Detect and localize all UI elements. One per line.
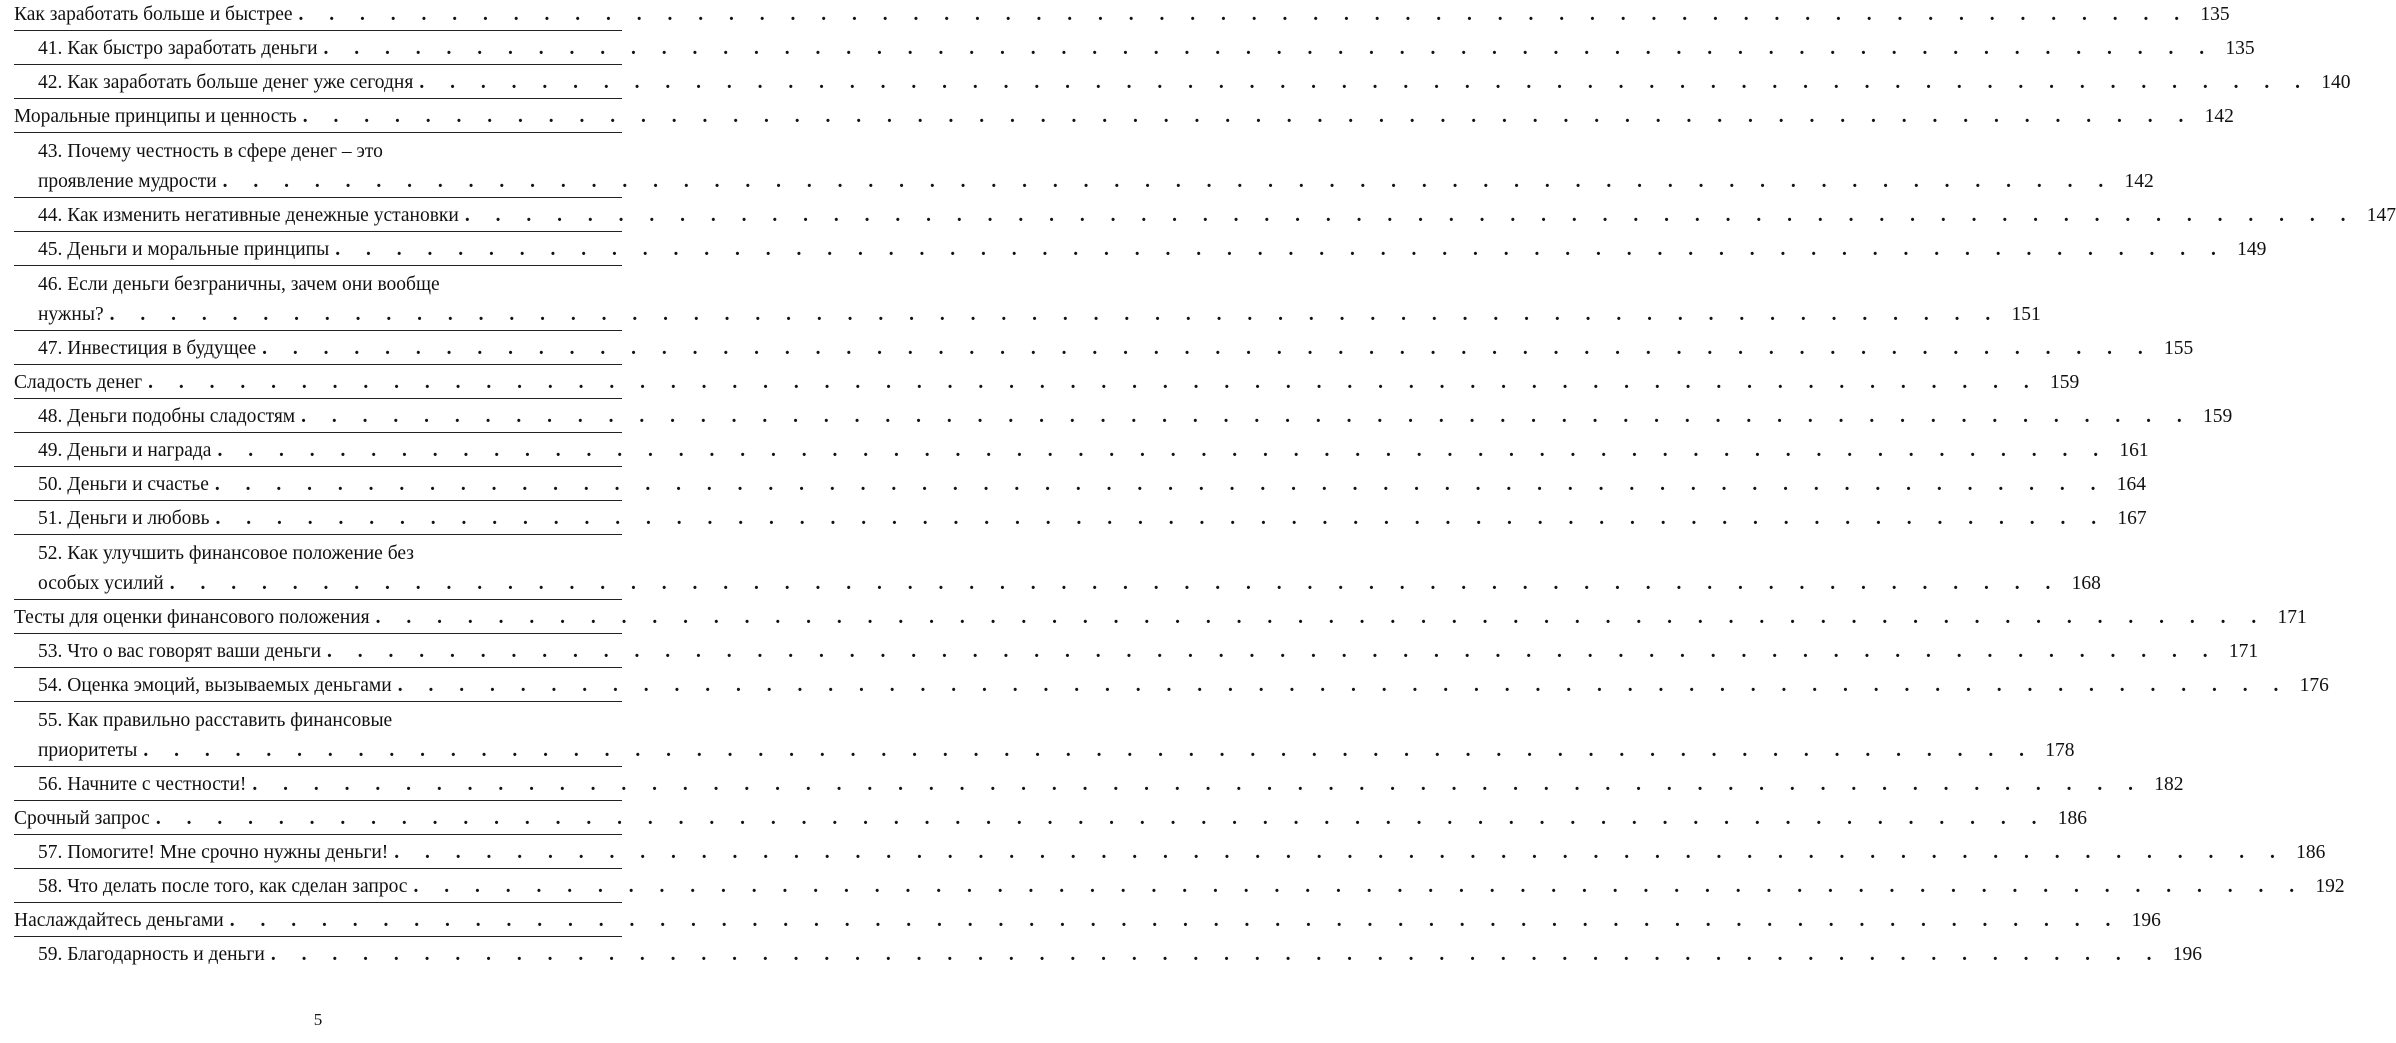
toc-section-entry [14,766,2184,800]
dot-leader: . . . . . . . . . . . . . . . . . . . . . . . . . . . . . . . . . . . . . . . . . . . . . . . . . . . . . . . . . . . . . . [464,205,2356,226]
toc-section-entry [14,197,2396,231]
entry-page-number: 192 [2315,876,2345,897]
toc-section-entry [14,466,2146,500]
entry-title: Тесты для оценки финансового положения [14,607,370,628]
dot-leader: . . . . . . . . . . . . . . . . . . . . . . . . . . . . . . . . . . . . . . . . . . . . . . . . . . . . . . . . . . . . . . [217,440,2109,461]
toc-section-entry [14,868,2345,902]
entry-title: 42. Как заработать больше денег уже сегодня [38,72,414,93]
entry-page-number: 159 [2050,372,2080,393]
entry-last-line [14,603,2307,633]
dot-leader: . . . . . . . . . . . . . . . . . . . . . . . . . . . . . . . . . . . . . . . . . . . . . . . . . . . . . . . . . . . . . . [327,641,2219,662]
entry-last-line [14,906,2161,936]
entry-last-line [38,402,2233,432]
toc-chapter-entry [14,364,2080,398]
entry-page-number: 142 [2204,106,2234,127]
toc-section-entry [14,398,2233,432]
toc-section-entry [14,265,2041,330]
entry-last-line [38,334,2194,364]
toc-chapter-entry [14,98,2234,132]
entry-title: 53. Что о вас говорят ваши деньги [38,641,322,662]
table-of-contents [14,0,2396,970]
entry-last-line [14,368,2080,398]
entry-page-number: 164 [2116,474,2146,495]
toc-chapter-entry [14,0,2230,30]
dot-leader: . . . . . . . . . . . . . . . . . . . . . . . . . . . . . . . . . . . . . . . . . . . . . . . . . . . . . . . . . . . . . . [148,372,2040,393]
entry-last-line [38,201,2396,231]
entry-last-line [38,504,2147,534]
entry-last-line [38,637,2259,667]
toc-section-entry [14,936,2202,970]
dot-leader: . . . . . . . . . . . . . . . . . . . . . . . . . . . . . . . . . . . . . . . . . . . . . . . . . . . . . . . . . . . . . . [270,944,2162,965]
entry-title: 57. Помогите! Мне срочно нужны деньги! [38,842,389,863]
entry-last-line [38,770,2184,800]
dot-leader: . . . . . . . . . . . . . . . . . . . . . . . . . . . . . . . . . . . . . . . . . . . . . . . . . . . . . . . . . . . . . . [143,740,2035,761]
entry-page-number: 186 [2296,842,2326,863]
entry-title: 44. Как изменить негативные денежные установки [38,205,459,226]
entry-page-number: 176 [2299,675,2329,696]
dot-leader: . . . . . . . . . . . . . . . . . . . . . . . . . . . . . . . . . . . . . . . . . . . . . . . . . . . . . . . . . . . . . . [169,573,2061,594]
entry-title: 48. Деньги подобны сладостям [38,406,296,427]
dot-leader: . . . . . . . . . . . . . . . . . . . . . . . . . . . . . . . . . . . . . . . . . . . . . . . . . . . . . . . . . . . . . . [155,808,2047,829]
dot-leader: . . . . . . . . . . . . . . . . . . . . . . . . . . . . . . . . . . . . . . . . . . . . . . . . . . . . . . . . . . . . . . [323,38,2215,59]
dot-leader: . . . . . . . . . . . . . . . . . . . . . . . . . . . . . . . . . . . . . . . . . . . . . . . . . . . . . . . . . . . . . . [298,4,2190,25]
dot-leader: . . . . . . . . . . . . . . . . . . . . . . . . . . . . . . . . . . . . . . . . . . . . . . . . . . . . . . . . . . . . . . [413,876,2305,897]
dot-leader: . . . . . . . . . . . . . . . . . . . . . . . . . . . . . . . . . . . . . . . . . . . . . . . . . . . . . . . . . . . . . . [229,910,2121,931]
entry-title: проявление мудрости [38,171,217,192]
entry-page-number: 147 [2366,205,2396,226]
entry-page-number: 161 [2119,440,2149,461]
entry-page-number: 155 [2163,338,2194,359]
entry-page-number: 135 [2200,4,2230,25]
toc-chapter-entry [14,599,2307,633]
entry-last-line [38,235,2267,265]
toc-section-entry [14,633,2259,667]
entry-last-line [38,34,2255,64]
entry-last-line [38,167,2154,197]
entry-last-line [38,569,2101,599]
entry-page-number: 182 [2154,774,2184,795]
entry-title-line: 52. Как улучшить финансовое положение без [38,543,414,564]
entry-last-line [38,300,2041,330]
entry-page-number: 135 [2225,38,2255,59]
toc-section-entry [14,701,2075,766]
entry-title-line: 43. Почему честность в сфере денег – это [38,141,383,162]
dot-leader: . . . . . . . . . . . . . . . . . . . . . . . . . . . . . . . . . . . . . . . . . . . . . . . . . . . . . . . . . . . . . . [419,72,2311,93]
entry-title: приоритеты [38,740,138,761]
dot-leader: . . . . . . . . . . . . . . . . . . . . . . . . . . . . . . . . . . . . . . . . . . . . . . . . . . . . . . . . . . . . . . [301,406,2193,427]
toc-section-entry [14,534,2101,599]
dot-leader: . . . . . . . . . . . . . . . . . . . . . . . . . . . . . . . . . . . . . . . . . . . . . . . . . . . . . . . . . . . . . . [335,239,2227,260]
entry-title: Наслаждайтесь деньгами [14,910,224,931]
dot-leader: . . . . . . . . . . . . . . . . . . . . . . . . . . . . . . . . . . . . . . . . . . . . . . . . . . . . . . . . . . . . . . [394,842,2286,863]
entry-title: Как заработать больше и быстрее [14,4,293,25]
entry-page-number: 142 [2124,171,2154,192]
page-number: 5 [313,1010,323,1029]
toc-section-entry [14,132,2154,197]
entry-title-line: 46. Если деньги безграничны, зачем они вообще [38,274,440,295]
entry-title: 50. Деньги и счастье [38,474,209,495]
entry-page-number: 178 [2045,740,2075,761]
entry-page-number: 151 [2011,304,2041,325]
entry-last-line [38,838,2326,868]
toc-section-entry [14,500,2147,534]
entry-last-line [38,671,2329,701]
entry-page-number: 168 [2071,573,2101,594]
toc-chapter-entry [14,800,2087,834]
entry-title: нужны? [38,304,104,325]
entry-title: 47. Инвестиция в будущее [38,338,257,359]
dot-leader: . . . . . . . . . . . . . . . . . . . . . . . . . . . . . . . . . . . . . . . . . . . . . . . . . . . . . . . . . . . . . . [222,171,2114,192]
entry-page-number: 186 [2057,808,2087,829]
entry-page-number: 196 [2172,944,2202,965]
toc-section-entry [14,30,2255,64]
entry-title: 58. Что делать после того, как сделан запрос [38,876,408,897]
entry-page-number: 171 [2277,607,2307,628]
toc-section-entry [14,834,2326,868]
toc-section-entry [14,330,2194,364]
toc-section-entry [14,231,2267,265]
entry-title: 51. Деньги и любовь [38,508,210,529]
entry-title: Моральные принципы и ценность [14,106,297,127]
entry-title: 45. Деньги и моральные принципы [38,239,330,260]
entry-title: особых усилий [38,573,164,594]
entry-page-number: 196 [2131,910,2161,931]
toc-section-entry [14,667,2329,701]
entry-title: 56. Начните с честности! [38,774,247,795]
entry-page-number: 149 [2237,239,2267,260]
entry-last-line [14,102,2234,132]
toc-section-entry [14,64,2351,98]
entry-title-line: 55. Как правильно расставить финансовые [38,710,393,731]
toc-chapter-entry [14,902,2161,936]
entry-title: 54. Оценка эмоций, вызываемых деньгами [38,675,392,696]
entry-last-line [38,940,2202,970]
entry-last-line [38,470,2146,500]
dot-leader: . . . . . . . . . . . . . . . . . . . . . . . . . . . . . . . . . . . . . . . . . . . . . . . . . . . . . . . . . . . . . . [109,304,2001,325]
entry-title: 59. Благодарность и деньги [38,944,265,965]
entry-title: Сладость денег [14,372,143,393]
entry-last-line [38,68,2351,98]
entry-title: 49. Деньги и награда [38,440,212,461]
dot-leader: . . . . . . . . . . . . . . . . . . . . . . . . . . . . . . . . . . . . . . . . . . . . . . . . . . . . . . . . . . . . . . [262,338,2154,359]
dot-leader: . . . . . . . . . . . . . . . . . . . . . . . . . . . . . . . . . . . . . . . . . . . . . . . . . . . . . . . . . . . . . . [252,774,2144,795]
entry-last-line [14,804,2087,834]
toc-section-entry [14,432,2149,466]
dot-leader: . . . . . . . . . . . . . . . . . . . . . . . . . . . . . . . . . . . . . . . . . . . . . . . . . . . . . . . . . . . . . . [397,675,2289,696]
entry-last-line [38,436,2149,466]
dot-leader: . . . . . . . . . . . . . . . . . . . . . . . . . . . . . . . . . . . . . . . . . . . . . . . . . . . . . . . . . . . . . . [375,607,2267,628]
entry-page-number: 171 [2228,641,2259,662]
dot-leader: . . . . . . . . . . . . . . . . . . . . . . . . . . . . . . . . . . . . . . . . . . . . . . . . . . . . . . . . . . . . . . [302,106,2194,127]
entry-title: 41. Как быстро заработать деньги [38,38,318,59]
entry-last-line [38,872,2345,902]
dot-leader: . . . . . . . . . . . . . . . . . . . . . . . . . . . . . . . . . . . . . . . . . . . . . . . . . . . . . . . . . . . . . . [215,508,2107,529]
entry-last-line [38,736,2075,766]
dot-leader: . . . . . . . . . . . . . . . . . . . . . . . . . . . . . . . . . . . . . . . . . . . . . . . . . . . . . . . . . . . . . . [214,474,2106,495]
entry-page-number: 140 [2321,72,2351,93]
entry-title: Срочный запрос [14,808,150,829]
entry-page-number: 167 [2117,508,2147,529]
entry-page-number: 159 [2203,406,2233,427]
entry-last-line [14,0,2230,30]
